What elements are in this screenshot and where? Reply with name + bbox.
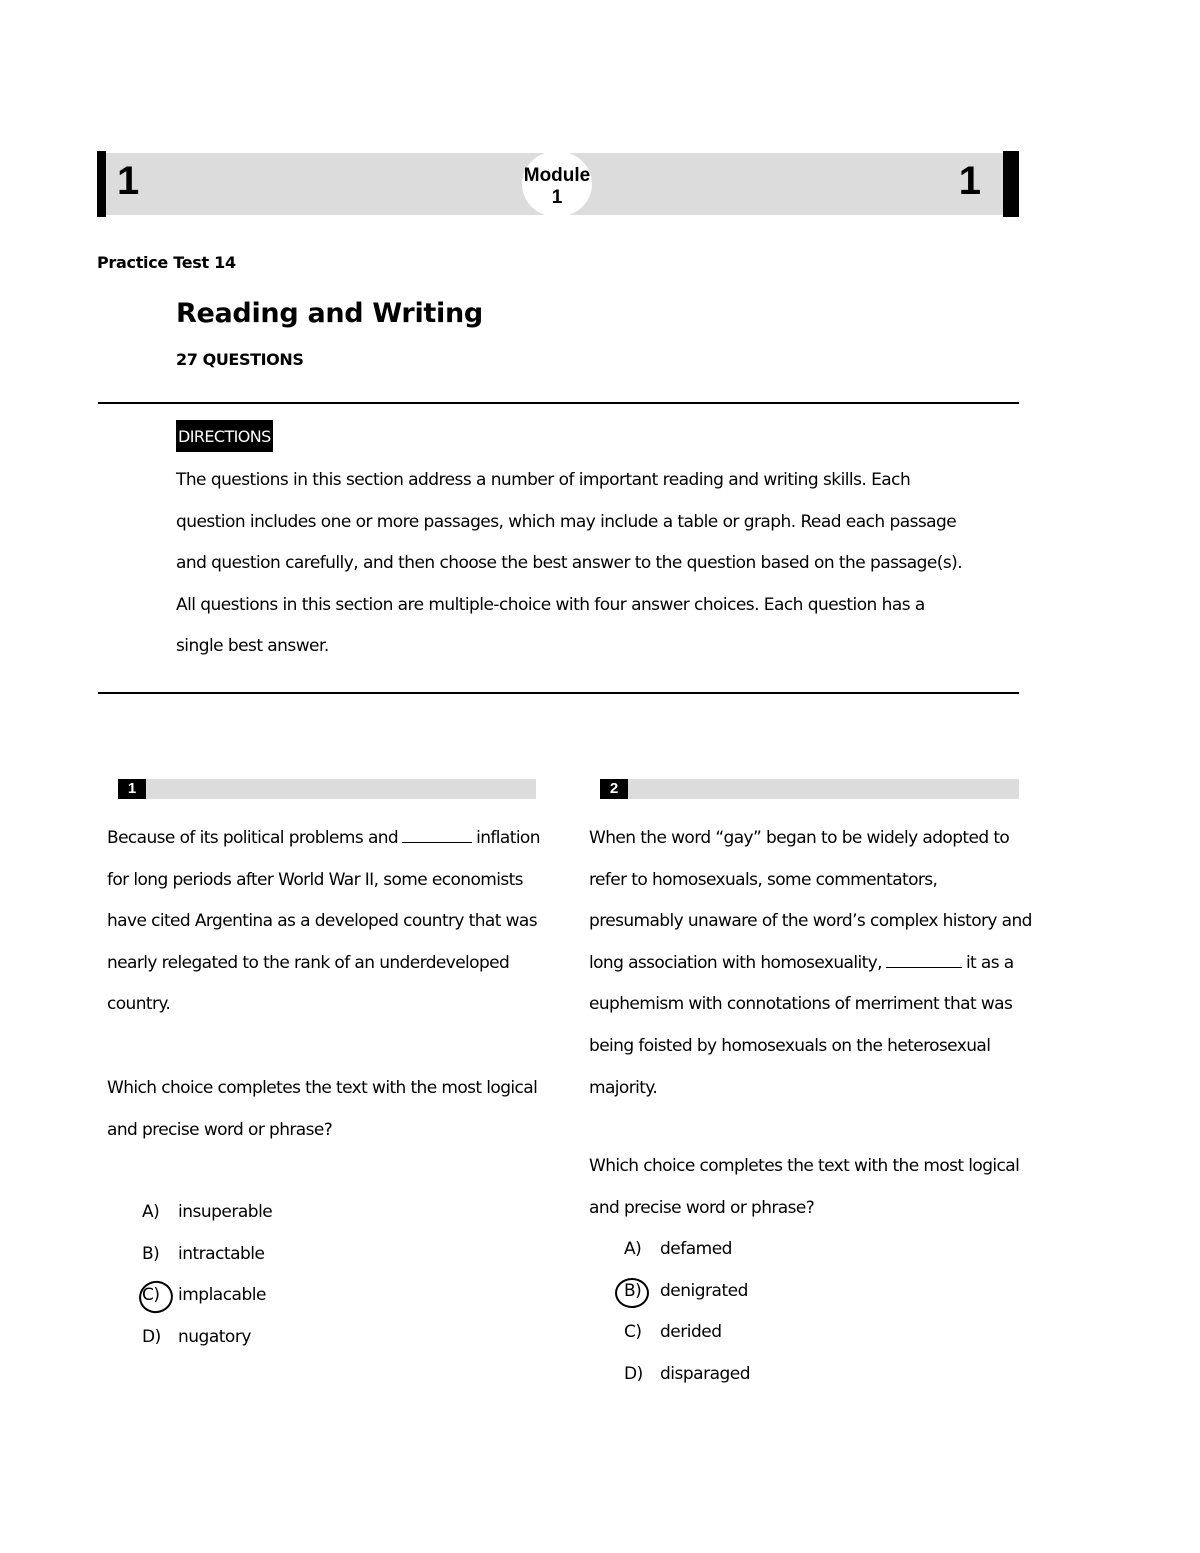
- choice-c[interactable]: [142, 1275, 272, 1317]
- question-1-number: 1: [118, 779, 146, 799]
- choice-letter: A): [624, 1239, 642, 1259]
- choice-text: derided: [660, 1322, 722, 1343]
- directions-line: single best answer.: [176, 636, 329, 657]
- passage-line: euphemism with connotations of merriment that was: [589, 994, 1013, 1015]
- module-header-right-stripe: [1003, 151, 1019, 217]
- choice-letter: D): [142, 1326, 161, 1347]
- passage-line: [589, 943, 1069, 985]
- passage-line: nearly relegated to the rank of an underdeveloped: [107, 952, 510, 973]
- prompt-line: and precise word or phrase?: [107, 1119, 333, 1140]
- handwritten-circle-mark: [615, 1278, 649, 1308]
- question-2-choices: [624, 1229, 750, 1395]
- passage-line: have cited Argentina as a developed country that was: [107, 911, 537, 932]
- passage-text-before-blank: long association with homosexuality,: [589, 952, 882, 973]
- prompt-line: Which choice completes the text with the most logical: [589, 1156, 1020, 1176]
- question-2-number: 2: [600, 779, 628, 799]
- choice-a[interactable]: [142, 1192, 272, 1234]
- question-1-header: [118, 779, 536, 799]
- passage-text-after-blank: it as a: [965, 952, 1014, 973]
- passage-line: majority.: [589, 1077, 658, 1098]
- choice-text: disparaged: [660, 1363, 751, 1384]
- passage-text-before-blank: Because of its political problems and: [107, 828, 399, 848]
- question-count: 27 QUESTIONS: [176, 350, 304, 369]
- choice-text: nugatory: [178, 1326, 251, 1347]
- choice-d[interactable]: [142, 1317, 272, 1359]
- choice-b[interactable]: [142, 1234, 272, 1276]
- passage-line: refer to homosexuals, some commentators,: [589, 869, 938, 890]
- passage-line: presumably unaware of the word’s complex history and: [589, 911, 1032, 932]
- module-number-right: 1: [958, 159, 981, 203]
- answer-blank: [886, 953, 962, 968]
- module-header: [97, 151, 1019, 217]
- section-title: Reading and Writing: [176, 298, 483, 329]
- passage-line: [107, 818, 577, 860]
- module-header-left-stripe: [97, 151, 106, 217]
- directions-line: and question carefully, and then choose the best answer to the question based on the passage(s).: [176, 553, 963, 574]
- passage-line: When the word “gay” began to be widely adopted to: [589, 828, 1010, 848]
- choice-text: intractable: [178, 1243, 265, 1264]
- question-2-header: [600, 779, 1019, 799]
- question-1-prompt: [107, 1068, 577, 1151]
- question-1-passage: [107, 818, 577, 1026]
- question-2-passage: [589, 818, 1069, 1109]
- practice-test-label: Practice Test 14: [97, 253, 236, 272]
- choice-letter: D): [624, 1363, 643, 1384]
- choice-text: insuperable: [178, 1202, 273, 1222]
- module-number-left: 1: [117, 159, 140, 203]
- choice-text: defamed: [660, 1239, 732, 1259]
- module-label-text: Module: [523, 165, 591, 186]
- module-label-number: 1: [551, 187, 563, 208]
- directions-text: [176, 460, 996, 668]
- prompt-line: and precise word or phrase?: [589, 1197, 815, 1218]
- prompt-line: Which choice completes the text with the most logical: [107, 1078, 538, 1098]
- question-2-prompt: [589, 1146, 1059, 1229]
- bottom-divider: [98, 692, 1019, 694]
- choice-c[interactable]: [624, 1312, 750, 1354]
- choice-letter: B): [142, 1243, 160, 1264]
- passage-line: country.: [107, 994, 171, 1015]
- directions-line: All questions in this section are multiple-choice with four answer choices. Each question has a: [176, 594, 925, 615]
- choice-text: implacable: [178, 1285, 266, 1306]
- directions-line: question includes one or more passages, which may include a table or graph. Read each passage: [176, 511, 957, 532]
- module-label: [507, 165, 607, 209]
- choice-letter: A): [142, 1202, 160, 1222]
- choice-a[interactable]: [624, 1229, 750, 1271]
- answer-blank: [402, 828, 472, 843]
- directions-line: The questions in this section address a number of important reading and writing skills. Each: [176, 470, 911, 490]
- choice-text: denigrated: [660, 1280, 748, 1301]
- choice-letter: C): [142, 1285, 160, 1306]
- passage-text-after-blank: inflation: [476, 828, 540, 848]
- choice-d[interactable]: [624, 1354, 750, 1396]
- choice-b[interactable]: [624, 1271, 750, 1313]
- directions-badge: DIRECTIONS: [176, 420, 273, 452]
- passage-line: for long periods after World War II, some economists: [107, 869, 523, 890]
- top-divider: [98, 402, 1019, 404]
- choice-letter: C): [624, 1322, 642, 1343]
- choice-letter: B): [624, 1280, 642, 1301]
- passage-line: being foisted by homosexuals on the heterosexual: [589, 1035, 991, 1056]
- question-1-choices: [142, 1192, 272, 1358]
